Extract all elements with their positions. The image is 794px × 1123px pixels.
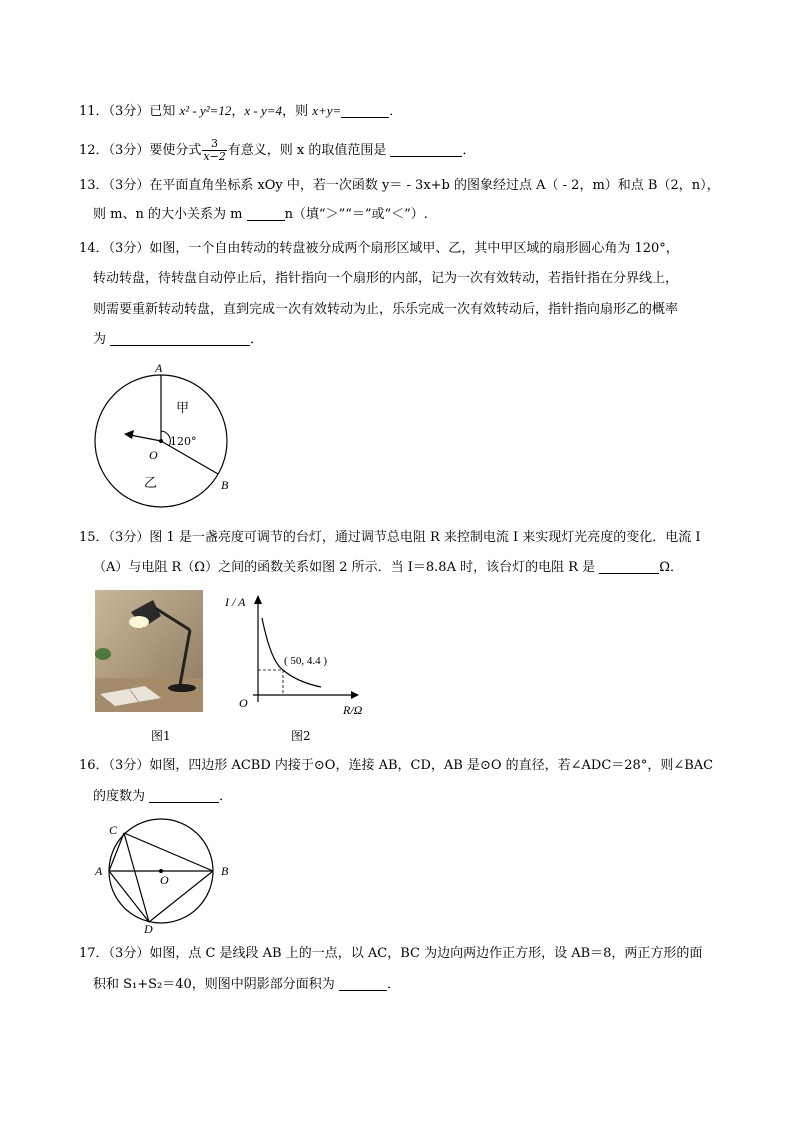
label-A: A — [95, 864, 103, 878]
question-16-line1: 16．（3分）如图，四边形 ACBD 内接于⊙O，连接 AB，CD，AB 是⊙O 的直径，若∠ADC＝28°，则∠BAC — [79, 758, 714, 773]
desk-lamp-photo — [95, 590, 203, 712]
label-D: D — [144, 922, 153, 936]
segment-CB — [124, 833, 213, 871]
q11-text: ，则 — [282, 104, 313, 119]
question-15-line1: 15．（3分）图 1 是一盏亮度可调节的台灯，通过调节总电阻 R 来控制电流 I 来实现灯光亮度的变化．电流 I — [79, 530, 701, 545]
question-12 — [79, 138, 476, 163]
pointer-arrowhead — [124, 430, 134, 439]
q17-end: ． — [386, 977, 400, 992]
segment-AC — [109, 833, 124, 871]
question-17-line2 — [93, 975, 400, 995]
label-jia: 甲 — [176, 401, 190, 416]
q13-text-b: n（填“＞”“＝”或“＜”）. — [284, 207, 428, 222]
label-O: O — [149, 448, 158, 462]
question-17-line1: 17．（3分）如图，点 C 是线段 AB 上的一点，以 AC，BC 为边向两边作正方形，设 AB＝8，两正方形的面 — [79, 946, 703, 961]
answer-blank-16[interactable] — [149, 788, 219, 803]
q17-text: 积和 S₁+S₂＝40，则图中阴影部分面积为 — [93, 977, 339, 992]
segment-CD — [124, 833, 149, 922]
q15-text-a: （A）与电阻 R（Ω）之间的函数关系如图 2 所示．当 I＝8.8A 时，该台灯的电阻 R 是 — [93, 560, 600, 575]
question-15-line2 — [93, 558, 683, 578]
center-dot — [159, 439, 163, 443]
label-yi: 乙 — [144, 476, 158, 491]
q16-end: ． — [219, 789, 233, 804]
q12-text: 有意义，则 x 的取值范围是 — [227, 143, 391, 158]
caption-figure-2: 图2 — [291, 729, 311, 743]
answer-blank-13[interactable] — [247, 206, 285, 221]
question-14-line2: 转动转盘，待转盘自动停止后，指针指向一个扇形的内部，记为一次有效转动，若指针指在分界线上， — [93, 271, 679, 286]
inscribed-quadrilateral-figure — [92, 818, 242, 936]
answer-blank-15[interactable] — [599, 559, 659, 574]
question-14-line1: 14．（3分）如图，一个自由转动的转盘被分成两个扇形区域甲、乙，其中甲区域的扇形圆心角为 120°， — [79, 241, 679, 256]
q15-text-b: Ω． — [659, 560, 684, 575]
point-label: ( 50, 4.4 ) — [284, 655, 328, 667]
inverse-curve — [262, 618, 321, 687]
question-11 — [79, 101, 402, 122]
x-axis-arrow — [351, 691, 359, 699]
q11-sep: ， — [231, 104, 245, 119]
q14-end: ． — [250, 332, 264, 347]
lamp-bulb — [129, 616, 149, 628]
label-B: B — [221, 478, 229, 492]
lamp-base — [168, 684, 196, 692]
answer-blank-14[interactable] — [110, 331, 250, 346]
origin-label: O — [239, 696, 248, 710]
plant — [95, 648, 111, 660]
label-O: O — [160, 873, 169, 887]
q12-frac-num: 3 — [202, 138, 226, 151]
q11-equation-2: x - y=4 — [244, 103, 283, 118]
question-14-line4 — [93, 330, 263, 350]
answer-blank-12[interactable] — [390, 142, 462, 157]
q12-lead: 12．（3分）要使分式 — [79, 143, 202, 158]
label-A: A — [155, 361, 163, 375]
q11-equation-1: x² - y²=12 — [179, 103, 232, 118]
segment-BD — [149, 871, 213, 922]
question-16-line2 — [93, 787, 232, 807]
question-13-line1: 13．（3分）在平面直角坐标系 xOy 中，若一次函数 y＝ - 3x+b 的图象经过点 A（ - 2，m）和点 B（2，n）， — [79, 178, 720, 193]
q16-text: 的度数为 — [93, 789, 150, 804]
label-C: C — [109, 823, 118, 837]
pointer-line — [130, 435, 161, 441]
x-axis-label: R/Ω — [343, 703, 363, 717]
spinner-figure — [90, 358, 240, 508]
answer-blank-11[interactable] — [341, 103, 389, 118]
question-13-line2 — [93, 205, 428, 225]
current-resistance-graph — [225, 590, 380, 720]
q11-end: ． — [389, 104, 403, 119]
label-angle: 120° — [170, 435, 197, 448]
answer-blank-17[interactable] — [339, 976, 387, 991]
q12-fraction — [202, 138, 226, 163]
q13-text-a: 则 m、n 的大小关系为 m — [93, 207, 247, 222]
q12-frac-den: x−2 — [203, 150, 226, 163]
q11-equation-3: x+y= — [312, 103, 342, 118]
caption-figure-1: 图1 — [151, 729, 171, 743]
question-14-line3: 则需要重新转动转盘，直到完成一次有效转动为止，乐乐完成一次有效转动后，指针指向扇形乙的概率 — [93, 302, 679, 317]
q14-text: 为 — [93, 332, 111, 347]
y-axis-label: I / A — [225, 595, 246, 609]
y-axis-arrow — [254, 595, 262, 604]
q11-lead: 11．（3分）已知 — [79, 104, 180, 119]
label-B: B — [221, 864, 229, 878]
q12-end: ． — [462, 143, 476, 158]
